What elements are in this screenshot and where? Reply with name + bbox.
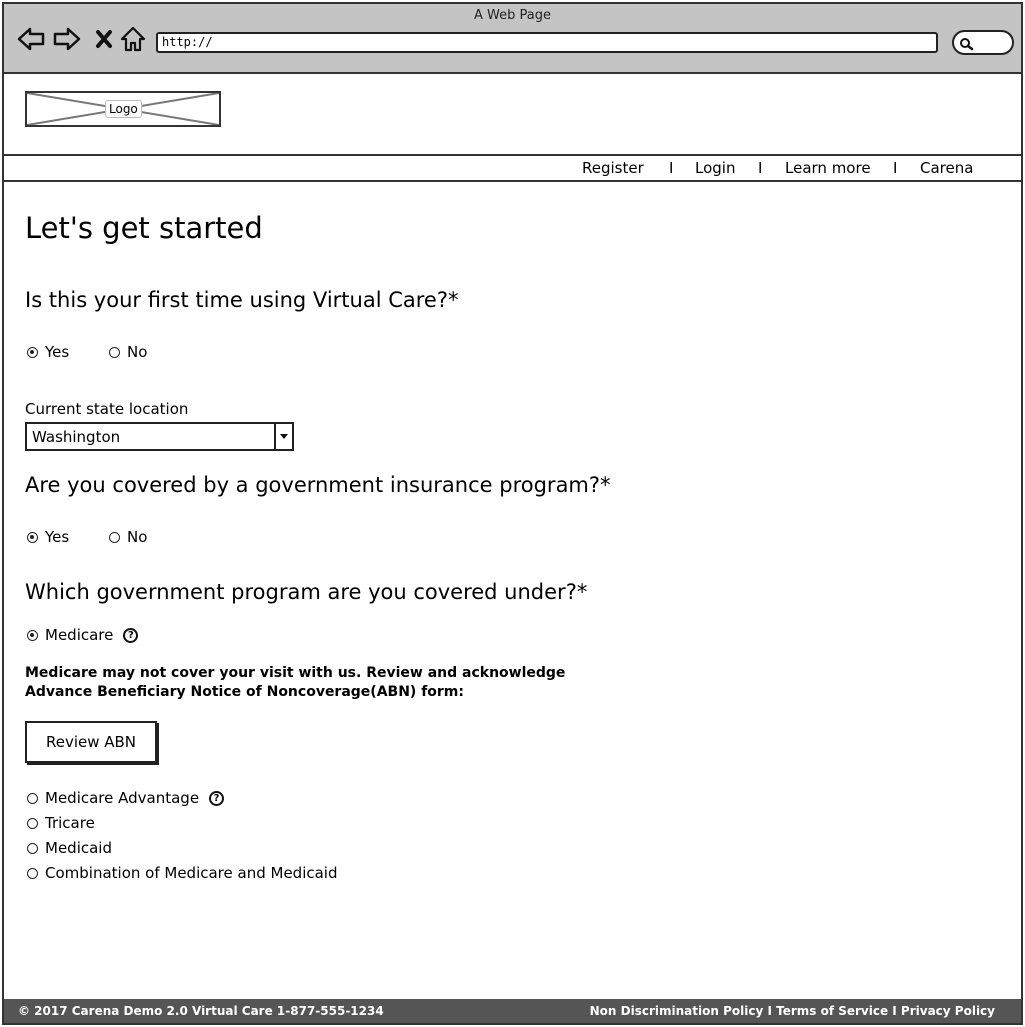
browser-toolbar	[4, 4, 1021, 74]
radio-label: Yes	[45, 343, 70, 361]
radio-label: No	[127, 343, 148, 361]
chevron-down-icon[interactable]	[274, 424, 292, 449]
radio-unchecked-icon	[27, 818, 38, 829]
nav-separator: I	[669, 159, 674, 177]
radio-program-combination[interactable]	[27, 863, 338, 883]
footer-copyright: © 2017 Carena Demo 2.0 Virtual Care 1-877-555-1234	[18, 1004, 384, 1018]
radio-label: Medicaid	[45, 839, 112, 857]
window-title: A Web Page	[474, 8, 551, 23]
nav-separator: I	[758, 159, 763, 177]
radio-program-medicare-advantage[interactable]	[27, 788, 224, 808]
help-question-icon[interactable]: ?	[123, 628, 138, 643]
radio-program-tricare[interactable]	[27, 813, 95, 833]
site-header	[4, 76, 1021, 156]
radio-program-medicaid[interactable]	[27, 838, 112, 858]
radio-unchecked-icon	[27, 843, 38, 854]
question-government-program: Which government program are you covered under?*	[25, 580, 588, 604]
radio-unchecked-icon	[109, 347, 120, 358]
nav-separator: I	[893, 159, 898, 177]
help-question-icon[interactable]: ?	[209, 791, 224, 806]
main-nav	[4, 156, 1021, 182]
nav-login-link[interactable]: Login	[695, 159, 736, 177]
radio-label: Yes	[45, 528, 70, 546]
radio-unchecked-icon	[109, 532, 120, 543]
search-icon	[959, 36, 975, 52]
radio-unchecked-icon	[27, 868, 38, 879]
page-title: Let's get started	[25, 211, 263, 245]
nav-learn-more-link[interactable]: Learn more	[785, 159, 871, 177]
radio-checked-icon	[27, 532, 38, 543]
radio-label: No	[127, 528, 148, 546]
question-government-insurance: Are you covered by a government insurance program?*	[25, 473, 611, 497]
nav-register-link[interactable]: Register	[582, 159, 644, 177]
review-abn-button[interactable]: Review ABN	[25, 721, 157, 763]
radio-program-medicare[interactable]	[27, 625, 138, 645]
browser-search-box[interactable]	[952, 30, 1014, 55]
browser-window	[2, 2, 1023, 1025]
radio-label: Combination of Medicare and Medicaid	[45, 864, 338, 882]
medicare-abn-notice: Medicare may not cover your visit with us. Review and acknowledge Advance Beneficiary Notice of Noncoverage(ABN) form:	[25, 665, 566, 700]
state-location-label: Current state location	[25, 400, 189, 418]
url-bar[interactable]: http://	[156, 32, 938, 53]
site-footer	[4, 999, 1021, 1023]
radio-government-no[interactable]	[109, 527, 147, 547]
state-location-value: Washington	[32, 428, 121, 446]
state-location-select[interactable]	[25, 422, 294, 451]
logo[interactable]	[25, 91, 221, 127]
radio-checked-icon	[27, 630, 38, 641]
radio-unchecked-icon	[27, 793, 38, 804]
footer-policy-links[interactable]: Non Discrimination Policy I Terms of Service I Privacy Policy	[589, 1004, 995, 1018]
question-first-time: Is this your first time using Virtual Care?*	[25, 288, 459, 312]
radio-label: Medicare Advantage	[45, 789, 200, 807]
radio-first-time-no[interactable]	[109, 342, 147, 362]
radio-government-yes[interactable]	[27, 527, 69, 547]
radio-first-time-yes[interactable]	[27, 342, 69, 362]
stop-icon[interactable]	[90, 24, 120, 54]
home-icon[interactable]	[118, 24, 148, 54]
radio-label: Tricare	[45, 814, 95, 832]
forward-arrow-icon[interactable]	[52, 24, 82, 54]
logo-label: Logo	[105, 100, 142, 118]
back-arrow-icon[interactable]	[16, 24, 46, 54]
radio-checked-icon	[27, 347, 38, 358]
radio-label: Medicare	[45, 626, 114, 644]
nav-carena-link[interactable]: Carena	[920, 159, 974, 177]
